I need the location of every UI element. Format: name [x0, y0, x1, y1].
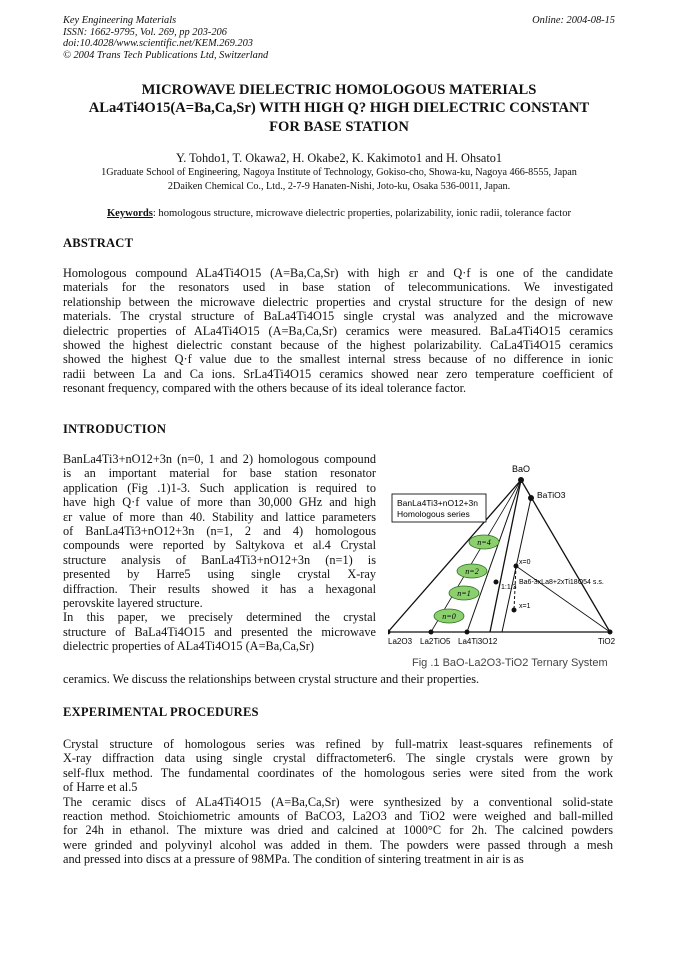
la2o3-label: La2O3	[388, 637, 413, 646]
intro-line: compounds were reported by Saltykova et al.4 Crystal	[63, 538, 376, 553]
intro-line: of BanLa4Ti3+nO12+3n (n=1, 2 and 4) homologous	[63, 524, 376, 539]
batio3-dot	[528, 495, 534, 501]
series-box-line-1: BanLa4Ti3+nO12+3n	[397, 498, 478, 508]
affiliation-1: 1Graduate School of Engineering, Nagoya Institute of Technology, Gokiso-cho, Showa-ku, Nagoya 466-8555, Japan	[101, 167, 577, 178]
abstract-heading: ABSTRACT	[63, 236, 134, 250]
experimental-line: of Harre et al.5	[63, 780, 138, 795]
abstract-line: resonant frequency, compared with the others because of its ideal tolerance factor.	[63, 381, 467, 396]
issn: ISSN: 1662-9795, Vol. 269, pp 203-206	[63, 26, 227, 38]
title-line-1: MICROWAVE DIELECTRIC HOMOLOGOUS MATERIALS	[141, 82, 537, 98]
vertex-bao-label: BaO	[512, 464, 531, 474]
abstract-line: relationship between the microwave dielectric properties and crystal structure for the design of new	[63, 294, 613, 309]
abstract-line: dielectric properties of ALa4Ti4O15 (A=Ba,Ca,Sr) ceramics were measured. BaLa4Ti4O15 ceramics	[63, 323, 613, 338]
figure-caption: Fig .1 BaO-La2O3-TiO2 Ternary System	[412, 657, 608, 669]
vertex-tio2-label: TiO2	[598, 637, 616, 646]
intro-line: structure of BaLa4Ti4O15 and presented the microwave	[63, 624, 376, 639]
affiliation-2: 2Daiken Chemical Co., Ltd., 2-7-9 Hanaten-Nishi, Joto-ku, Osaka 536-0011, Japan.	[167, 181, 511, 192]
journal-header	[63, 15, 268, 61]
abstract-line: showed the highest Q·f value due to the smallest internal stress because of no difference in ionic	[63, 352, 613, 367]
intro-line: is an important material for base station resonator	[63, 466, 376, 481]
node-n4-label: n=4	[477, 538, 491, 547]
x0-label: x=0	[519, 559, 531, 566]
experimental-line: reaction method. Stoichiometric amounts of BaCO3, La2O3 and TiO2 were weighed and ball-milled	[63, 809, 613, 824]
experimental-line: The ceramic discs of ALa4Ti4O15 (A=Ba,Ca,Sr) were synthesized by a conventional solid-state	[63, 794, 613, 809]
journal-name: Key Engineering Materials	[63, 15, 177, 26]
copyright: © 2004 Trans Tech Publications Ltd, Switzerland	[63, 49, 269, 61]
intro-line: have high Q·f value of more than 30,000 GHz and high	[63, 495, 376, 510]
experimental-line: for 24h in ethanol. The mixture was dried and calcined at 1000°C for 2h. The calcined powders	[63, 823, 613, 838]
ratio-113-dot	[494, 580, 499, 585]
title-line-2: ALa4Ti4O15(A=Ba,Ca,Sr) WITH HIGH Q? HIGH DIELECTRIC CONSTANT	[88, 100, 590, 117]
la4ti3o12-label: La4Ti3O12	[458, 637, 498, 646]
introduction-tail	[63, 672, 613, 686]
experimental-body	[63, 737, 613, 867]
node-n2-label: n=2	[465, 567, 479, 576]
intro-line: dielectric properties of ALa4Ti4O15 (A=Ba,Ca,Sr)	[63, 639, 314, 654]
online-date: Online: 2004-08-15	[532, 15, 615, 26]
paper-title	[40, 81, 638, 136]
keywords	[40, 208, 638, 219]
intro-line: In this paper, we precisely determined the crystal	[63, 610, 376, 625]
batio3-label: BaTiO3	[537, 490, 566, 500]
experimental-heading: EXPERIMENTAL PROCEDURES	[63, 705, 259, 719]
abstract-line: materials. The crystal structure of BaLa4Ti4O15 single crystal was analyzed and the microwave	[63, 309, 613, 324]
la4ti3o12-dot	[465, 630, 470, 635]
keywords-text: : homologous structure, microwave dielectric properties, polarizability, ionic radii, tolerance factor	[152, 208, 572, 219]
series-box-line-2: Homologous series	[397, 509, 470, 519]
doi[interactable]: doi:10.4028/www.scientific.net/KEM.269.203	[63, 38, 253, 50]
intro-line: application (Fig .1)1-3. Such application is required to	[63, 480, 376, 495]
keywords-label: Keywords	[106, 208, 153, 219]
abstract-line: materials for the resonators used in base station of telecommunications. We investigated	[63, 280, 613, 295]
intro-line: perovskite layered structure.	[63, 596, 203, 611]
introduction-body	[63, 452, 376, 654]
experimental-line: were grinded and polyvinyl alcohol was added in them. The powders were passed through a mesh	[63, 837, 613, 852]
intro-line: structure analysis of BanLa4Ti3+nO12+3n (n=1) is	[63, 552, 376, 567]
abstract-line: Homologous compound ALa4Ti4O15 (A=Ba,Ca,Sr) with high εr and Q·f is one of the candidate	[63, 266, 613, 280]
vertex-bao-dot	[518, 477, 524, 483]
title-line-3: FOR BASE STATION	[269, 118, 409, 135]
la2tio5-dot	[429, 630, 434, 635]
experimental-line: Crystal structure of homologous series was refined by full-matrix least-squares refinements of	[63, 737, 613, 751]
x1-label: x=1	[519, 603, 531, 610]
intro-line: presented by Harre5 using single crystal X-ray	[63, 567, 376, 582]
la2tio5-label: La2TiO5	[420, 637, 451, 646]
intro-tail-line: ceramics. We discuss the relationships between crystal structure and their properties.	[63, 672, 480, 686]
intro-line: diffraction. Their results showed it has a hexagonal	[63, 581, 376, 596]
tio2-dot	[608, 630, 613, 635]
ss-tie-line	[516, 566, 610, 632]
authors: Y. Tohdo1, T. Okawa2, H. Okabe2, K. Kakimoto1 and H. Ohsato1	[175, 151, 503, 165]
abstract-body	[63, 266, 613, 396]
experimental-line: X-ray diffraction data using single crystal diffractometer6. The single crystals were grown by	[63, 751, 613, 766]
experimental-line: and pressed into discs at a pressure of 98MPa. The condition of sintering treatment in air is as	[63, 852, 524, 867]
triangle-right-edge	[521, 480, 610, 632]
experimental-line: self-flux method. The fundamental coordinates of the homologous series were sited from the work	[63, 765, 613, 780]
intro-line: εr value of more than 40. Stability and lattice parameters	[63, 509, 376, 524]
ratio-label: 1:1:3	[501, 584, 517, 591]
ss-label: Ba6-3xLa8+2xTi18O54 s.s.	[519, 579, 604, 586]
abstract-line: radii between La and Ca ions. SrLa4Ti4O15 ceramics showed near zero temperature coefficient of	[63, 366, 613, 381]
node-n0-label: n=0	[442, 612, 456, 621]
ternary-diagram-figure	[388, 458, 618, 673]
abstract-line: showed the highest dielectric constant because of the highest polarizability. CaLa4Ti4O15 ceramics	[63, 338, 613, 353]
intro-line: BanLa4Ti3+nO12+3n (n=0, 1 and 2) homologous compound	[63, 452, 376, 466]
ss-x1-dot	[512, 608, 517, 613]
introduction-heading: INTRODUCTION	[63, 422, 167, 436]
node-n1-label: n=1	[457, 589, 471, 598]
ss-x0-dot	[514, 564, 519, 569]
